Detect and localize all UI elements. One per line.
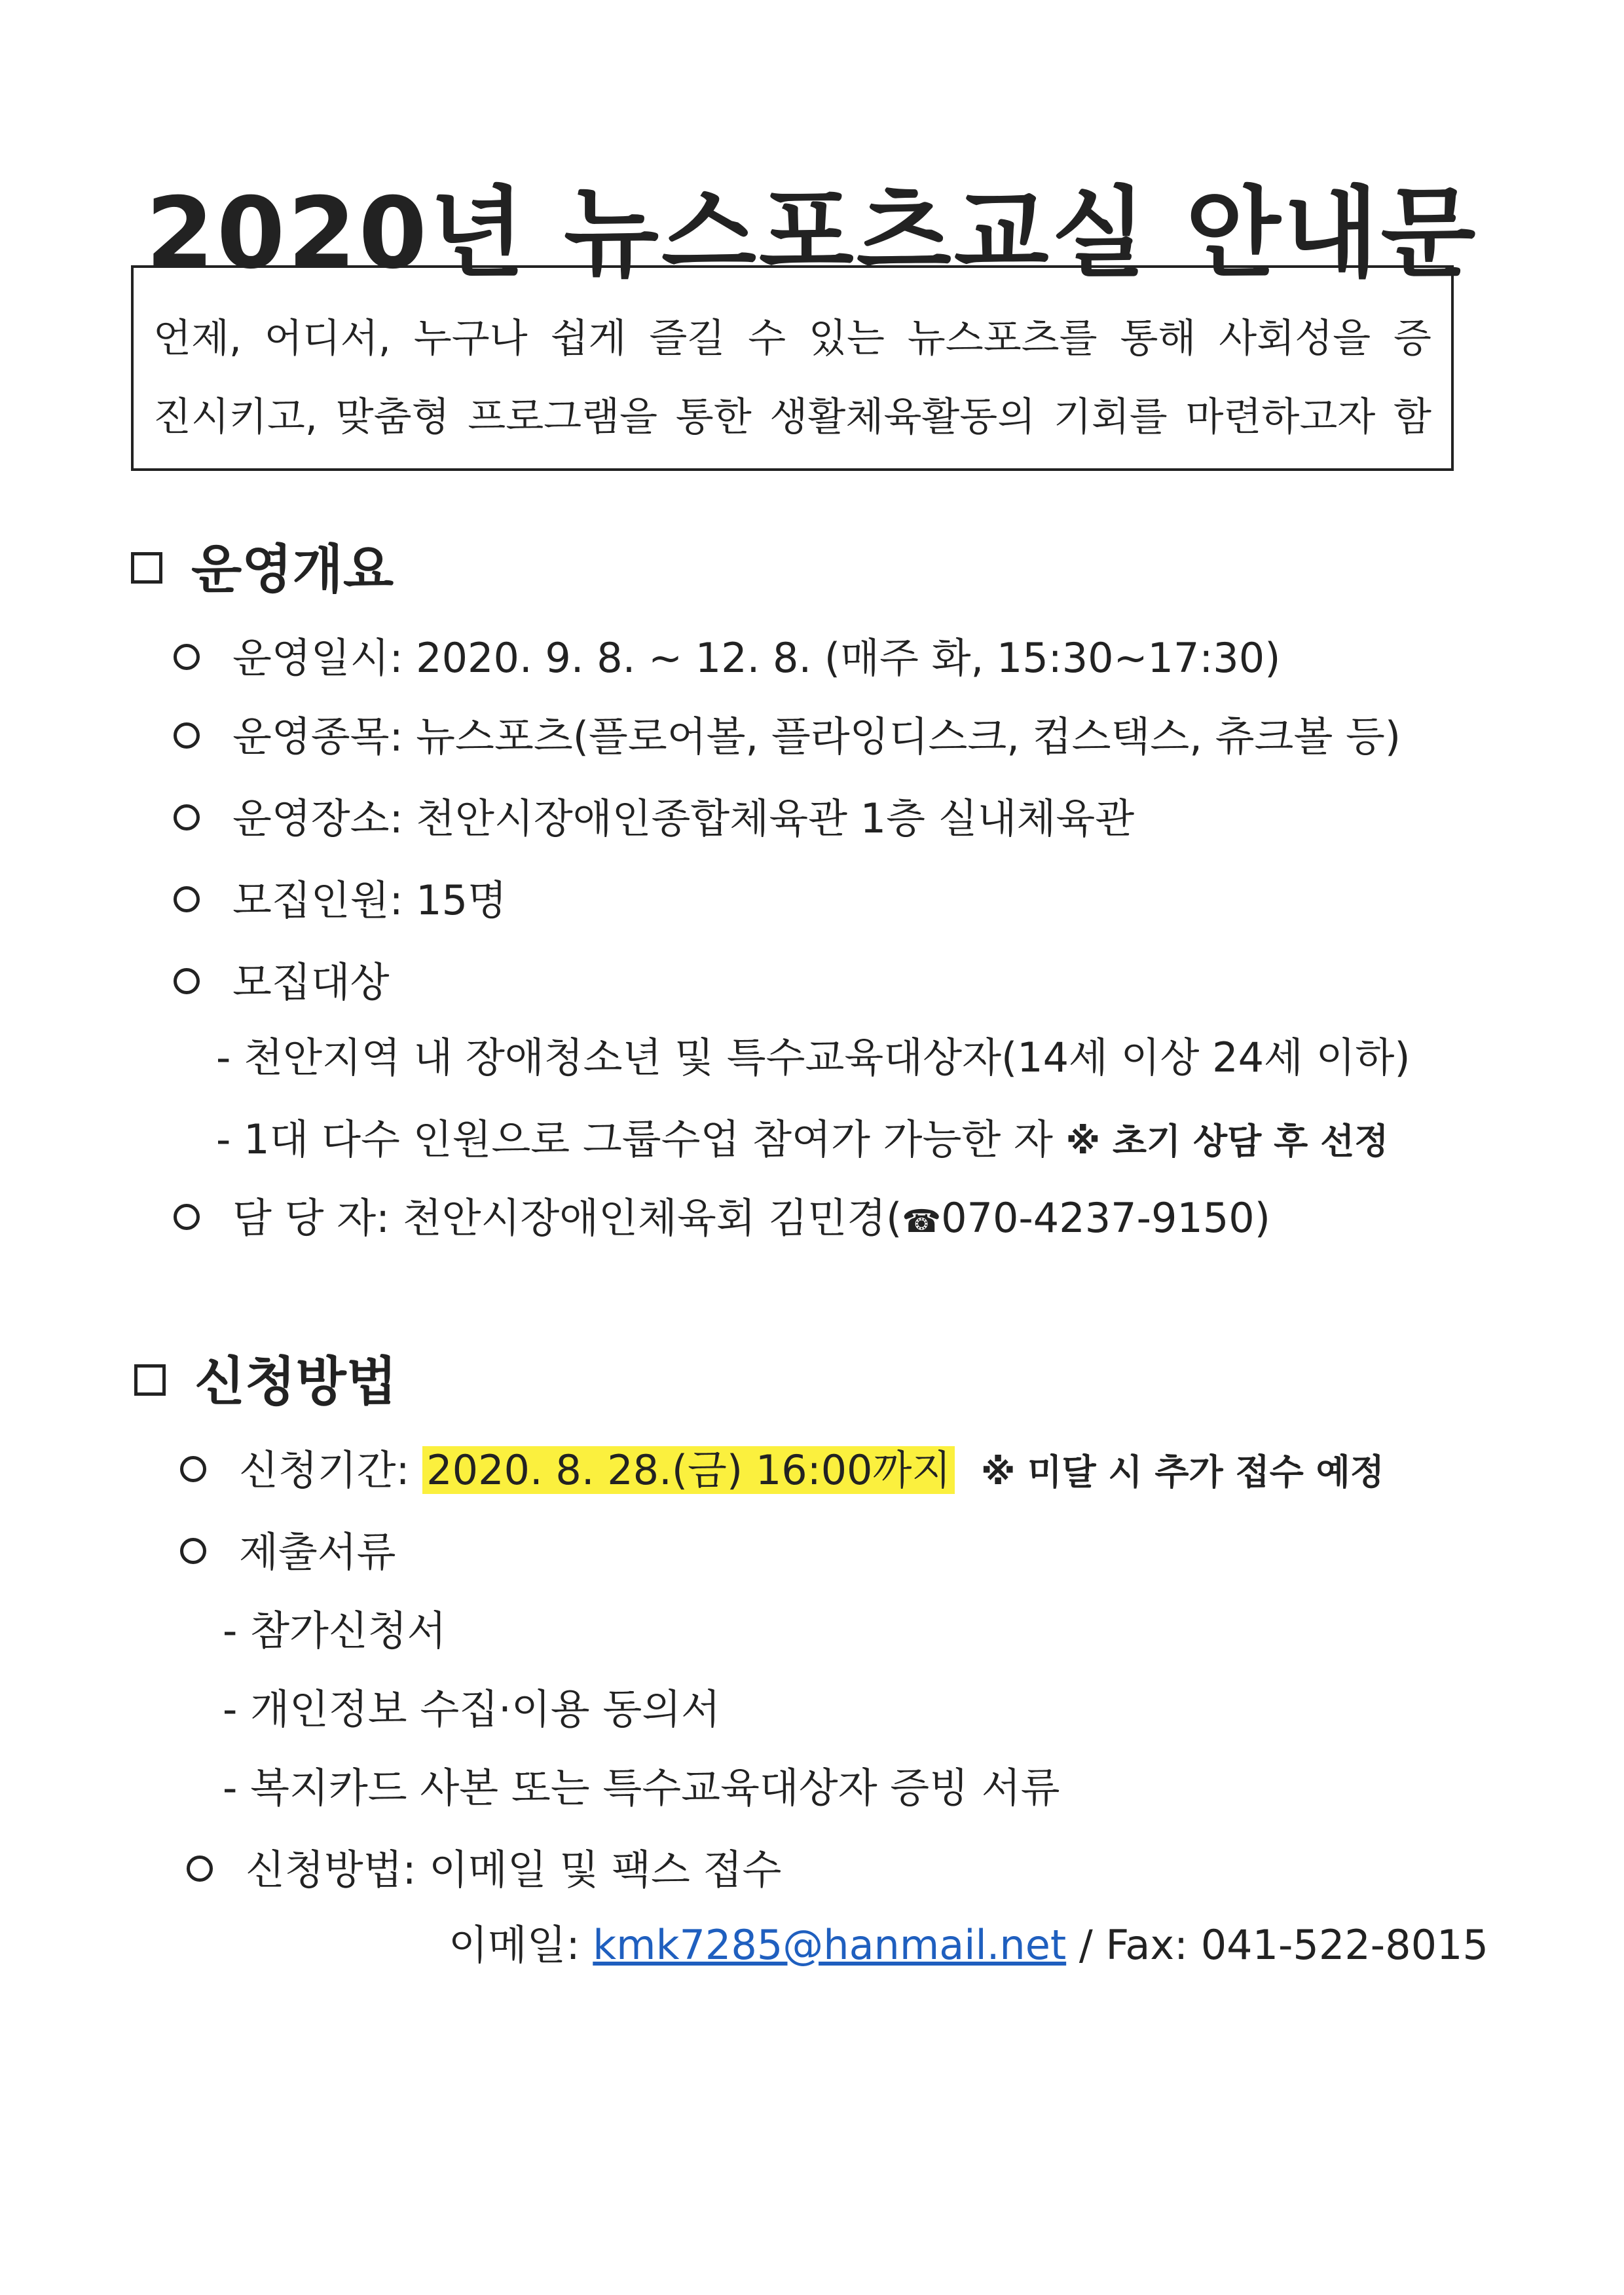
item-text: 운영장소: 천안시장애인종합체육관 1층 실내체육관 <box>232 794 1135 842</box>
target-sub-2-text: - 1대 다수 인원으로 그룹수업 참여가 가능한 자 <box>216 1115 1053 1163</box>
item-text: 운영종목: 뉴스포츠(플로어볼, 플라잉디스크, 컵스택스, 츄크볼 등) <box>232 713 1401 760</box>
period-note: ※ 미달 시 추가 접수 예정 <box>981 1451 1384 1493</box>
email-label: 이메일: <box>449 1921 593 1969</box>
list-item-schedule <box>174 625 1280 684</box>
target-sub-1: - 천안지역 내 장애청소년 및 특수교육대상자(14세 이상 24세 이하) <box>216 1034 1411 1081</box>
section-heading-label: 신청방법 <box>194 1351 397 1412</box>
section-heading-application <box>134 1339 397 1415</box>
contact-email-fax <box>449 1912 1488 1971</box>
doc-item: - 복지카드 사본 또는 특수교육대상자 증빙 서류 <box>223 1764 1060 1812</box>
circle-bullet-icon <box>180 1456 206 1482</box>
item-text: 모집대상 <box>232 958 390 1006</box>
item-text: 모집인원: 15명 <box>232 876 507 924</box>
list-item-period <box>180 1438 1384 1496</box>
item-text: 운영일시: 2020. 9. 8. ~ 12. 8. (매주 화, 15:30~17:30) <box>232 634 1281 682</box>
contact-phone: 070-4237-9150) <box>941 1194 1270 1242</box>
circle-bullet-icon <box>174 968 200 994</box>
circle-bullet-icon <box>174 804 200 830</box>
list-item-contact <box>174 1185 1270 1244</box>
doc-item: - 참가신청서 <box>223 1607 447 1654</box>
circle-bullet-icon <box>174 644 200 670</box>
target-note: ※ 초기 상담 후 선정 <box>1065 1121 1389 1162</box>
checkbox-icon <box>131 552 162 584</box>
email-link[interactable]: kmk7285@hanmail.net <box>593 1921 1067 1969</box>
item-text: 신청방법: 이메일 및 팩스 접수 <box>246 1846 782 1894</box>
intro-box <box>131 265 1454 471</box>
intro-line-2: 진시키고, 맞춤형 프로그램을 통한 생활체육활동의 기회를 마련하고자 함 <box>153 394 1431 440</box>
circle-bullet-icon <box>174 722 200 749</box>
contact-label: 담 당 자: 천안시장애인체육회 김민경( <box>232 1194 902 1242</box>
checkbox-icon <box>134 1364 166 1396</box>
doc-item: - 개인정보 수집·이용 동의서 <box>223 1685 721 1733</box>
document-title: 2020년 뉴스포츠교실 안내문 <box>145 177 1479 291</box>
section-heading-label: 운영개요 <box>191 539 394 600</box>
circle-bullet-icon <box>174 1204 200 1230</box>
item-text: 제출서류 <box>239 1528 396 1576</box>
phone-icon: ☎ <box>902 1203 942 1240</box>
section-heading-overview <box>131 527 394 603</box>
circle-bullet-icon <box>174 886 200 912</box>
intro-line-1: 언제, 어디서, 누구나 쉽게 즐길 수 있는 뉴스포츠를 통해 사회성을 증 <box>153 316 1431 362</box>
target-sub-2 <box>216 1107 1388 1165</box>
list-item-documents <box>180 1520 396 1578</box>
period-label: 신청기간: <box>239 1446 423 1494</box>
list-item-capacity <box>174 868 507 926</box>
circle-bullet-icon <box>187 1856 213 1882</box>
period-highlight: 2020. 8. 28.(금) 16:00까지 <box>422 1446 955 1494</box>
circle-bullet-icon <box>180 1538 206 1564</box>
list-item-method <box>187 1837 781 1895</box>
list-item-venue <box>174 786 1134 844</box>
list-item-target <box>174 950 390 1008</box>
fax-text: / Fax: 041-522-8015 <box>1066 1921 1488 1969</box>
list-item-sports <box>174 704 1401 762</box>
